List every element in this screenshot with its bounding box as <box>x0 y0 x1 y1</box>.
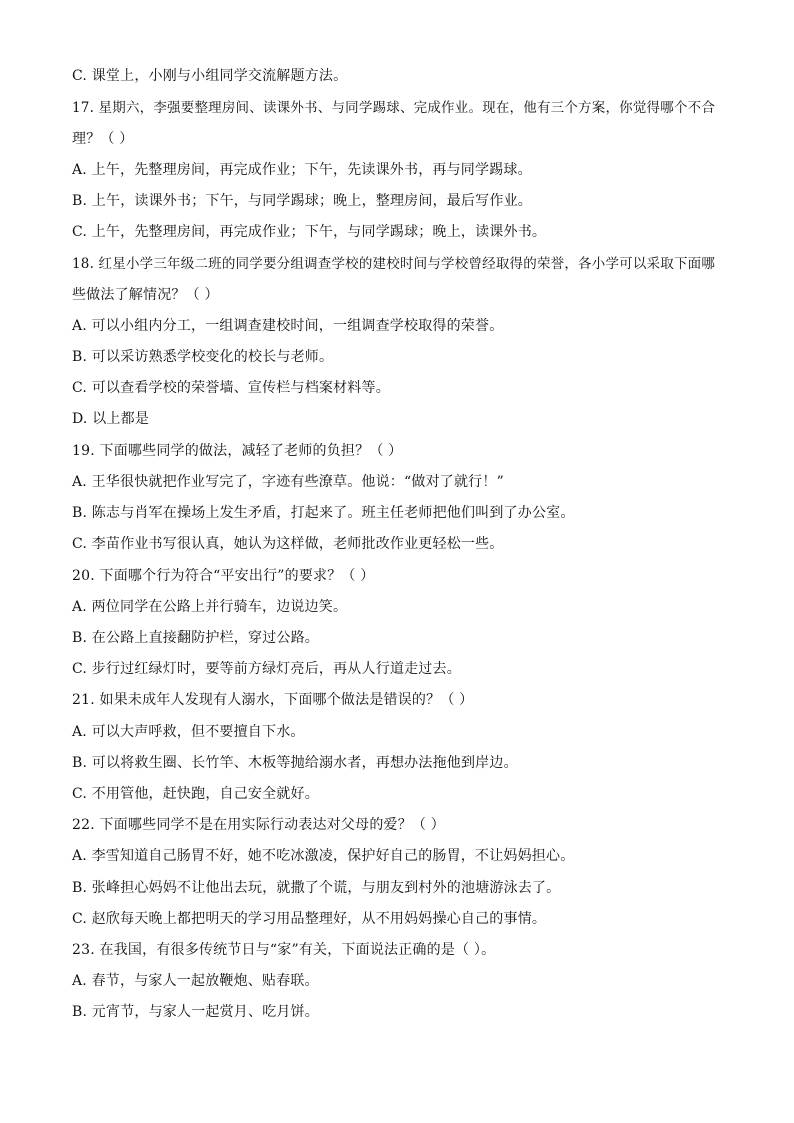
option-18a: A. 可以小组内分工，一组调查建校时间，一组调查学校取得的荣誉。 <box>72 318 504 334</box>
option-18b: B. 可以采访熟悉学校变化的校长与老师。 <box>72 349 334 365</box>
option-19c: C. 李苗作业书写很认真，她认为这样做，老师批改作业更轻松一些。 <box>72 536 504 552</box>
option-20b: B. 在公路上直接翻防护栏，穿过公路。 <box>72 630 319 646</box>
question-23: 23. 在我国，有很多传统节日与“家”有关，下面说法正确的是（ ）。 <box>72 942 496 958</box>
option-17a: A. 上午，先整理房间，再完成作业；下午，先读课外书，再与同学踢球。 <box>72 162 532 178</box>
question-18: 18. 红星小学三年级二班的同学要分组调查学校的建校时间与学校曾经取得的荣誉，各小学可以采取下面哪 <box>72 256 716 272</box>
option-20a: A. 两位同学在公路上并行骑车，边说边笑。 <box>72 599 348 615</box>
option-17c: C. 上午，先整理房间，再完成作业；下午，与同学踢球；晚上，读课外书。 <box>72 224 547 240</box>
option-23a: A. 春节，与家人一起放鞭炮、贴春联。 <box>72 973 319 989</box>
question-19: 19. 下面哪些同学的做法，减轻了老师的负担？（ ） <box>72 443 403 459</box>
option-16c: C. 课堂上，小刚与小组同学交流解题方法。 <box>72 68 348 84</box>
question-20: 20. 下面哪个行为符合“平安出行”的要求？（ ） <box>72 568 375 584</box>
option-22c: C. 赵欣每天晚上都把明天的学习用品整理好，从不用妈妈操心自己的事情。 <box>72 911 547 927</box>
option-20c: C. 步行过红绿灯时，要等前方绿灯亮后，再从人行道走过去。 <box>72 661 461 677</box>
option-23b: B. 元宵节，与家人一起赏月、吃月饼。 <box>72 1004 319 1020</box>
option-18c: C. 可以查看学校的荣誉墙、宣传栏与档案材料等。 <box>72 380 390 396</box>
question-22: 22. 下面哪些同学不是在用实际行动表达对父母的爱？（ ） <box>72 817 445 833</box>
question-17: 17. 星期六，李强要整理房间、读课外书、与同学踢球、完成作业。现在，他有三个方案，你觉得哪个不合 <box>72 100 716 116</box>
option-21c: C. 不用管他，赶快跑，自己安全就好。 <box>72 786 319 802</box>
question-17-cont: 理？（ ） <box>72 131 134 147</box>
option-22a: A. 李雪知道自己肠胃不好，她不吃冰激凌，保护好自己的肠胃，不让妈妈担心。 <box>72 848 575 864</box>
question-21: 21. 如果未成年人发现有人溺水，下面哪个做法是错误的？（ ） <box>72 692 474 708</box>
option-18d: D. 以上都是 <box>72 411 150 427</box>
option-22b: B. 张峰担心妈妈不让他出去玩，就撒了个谎，与朋友到村外的池塘游泳去了。 <box>72 880 561 896</box>
option-21b: B. 可以将救生圈、长竹竿、木板等抛给溺水者，再想办法拖他到岸边。 <box>72 755 518 771</box>
question-18-cont: 些做法了解情况？（ ） <box>72 287 219 303</box>
option-19a: A. 王华很快就把作业写完了，字迹有些潦草。他说：“做对了就行！” <box>72 474 504 490</box>
option-17b: B. 上午，读课外书；下午，与同学踢球；晚上，整理房间，最后写作业。 <box>72 193 532 209</box>
option-21a: A. 可以大声呼救，但不要擅自下水。 <box>72 724 305 740</box>
option-19b: B. 陈志与肖军在操场上发生矛盾，打起来了。班主任老师把他们叫到了办公室。 <box>72 505 575 521</box>
